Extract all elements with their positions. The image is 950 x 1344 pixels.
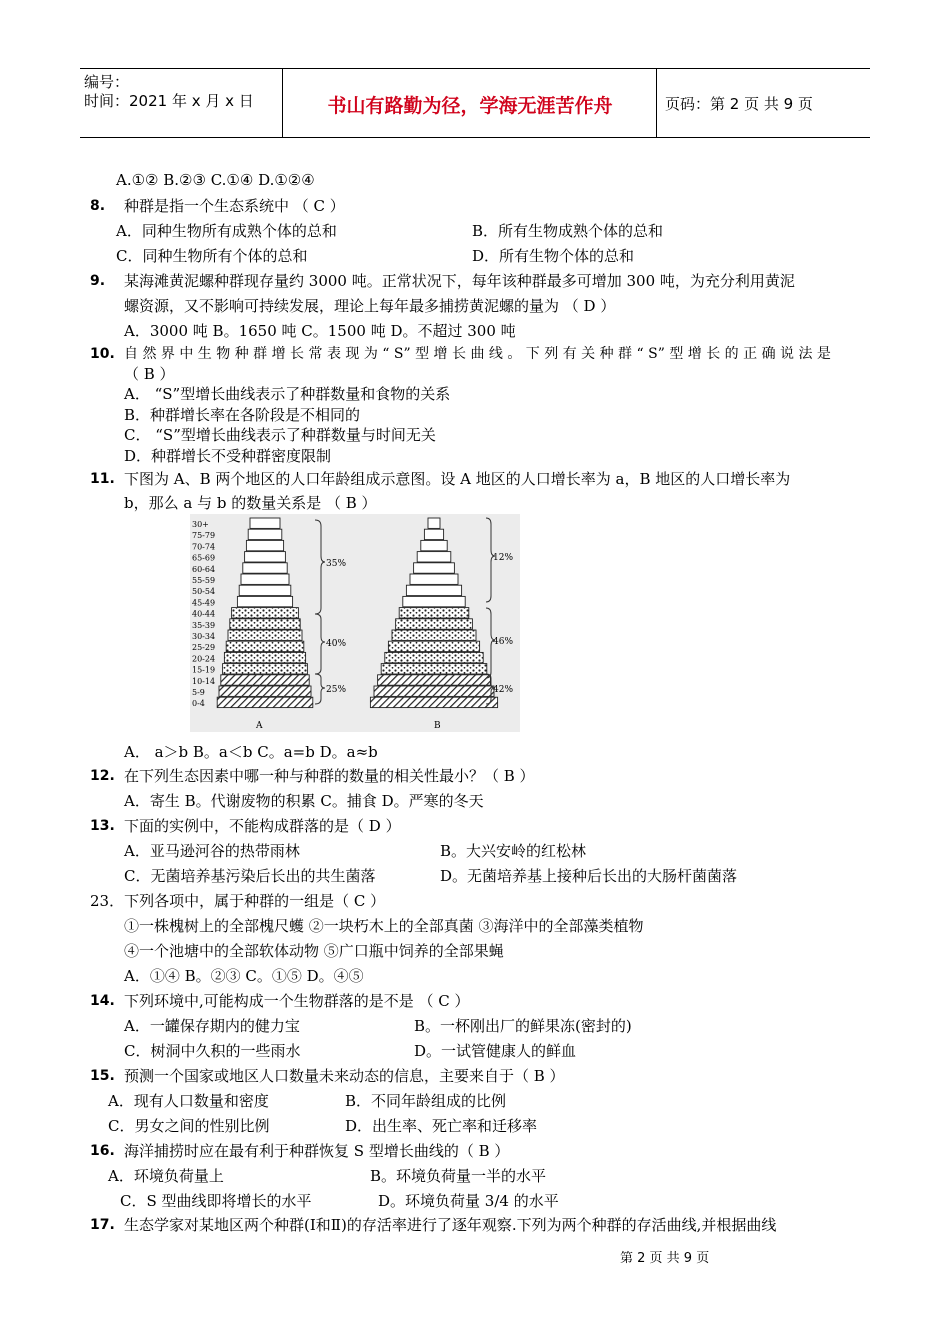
q8-stem: 种群是指一个生态系统中 （ C ） (124, 197, 345, 215)
pyramid-a-bar (232, 608, 299, 618)
pyramid-b-bar (403, 596, 465, 606)
q8-option-b: B．所有生物成熟个体的总和 (472, 222, 664, 240)
q14-option-b: B。一杯刚出厂的鲜果冻(密封的) (414, 1017, 632, 1035)
q16-stem: 海洋捕捞时应在最有利于种群恢复 S 型增长曲线的（ B ） (124, 1142, 510, 1160)
q8-option-a: A．同种生物所有成熟个体的总和 (116, 222, 337, 240)
date-label: 时间：2021 年 x 月 x 日 (84, 92, 254, 110)
pyramid-b-bar (388, 641, 479, 651)
q23-items-2: ④一个池塘中的全部软体动物 ⑤广口瓶中饲养的全部果蝇 (124, 942, 504, 960)
pyramid-a-bar (250, 518, 280, 528)
pyramid-b-bar (428, 518, 440, 528)
pyramid-b-bar (381, 664, 487, 674)
pyramid-a-bar (230, 619, 300, 629)
q14-option-c: C．树洞中久积的一些雨水 (124, 1042, 301, 1060)
age-group-label: 45-49 (192, 598, 216, 608)
age-group-label: 50-54 (192, 587, 216, 597)
b-pct-top: 12% (493, 553, 514, 563)
brace-a-middle (315, 614, 325, 674)
q8-option-c: C．同种生物所有个体的总和 (116, 247, 308, 265)
pyramid-a-bar (237, 596, 292, 606)
age-group-label: 75-79 (192, 531, 216, 541)
q10-option-d: D．种群增长不受种群密度限制 (124, 447, 332, 465)
q10-answer: （ B ） (124, 365, 175, 383)
q16-option-c: C．S 型曲线即将增长的水平 (120, 1192, 312, 1210)
q10-option-a: A． “S”型增长曲线表示了种群数量和食物的关系 (124, 385, 451, 403)
pyramid-a-bar (224, 652, 305, 662)
pyramid-b-bar (406, 585, 461, 595)
q15-option-d: D．出生率、死亡率和迁移率 (345, 1117, 538, 1135)
q10-option-c: C． “S”型增长曲线表示了种群数量与时间无关 (124, 426, 436, 444)
pyramid-a-bar (219, 686, 311, 696)
q11-stem-cont: b，那么 a 与 b 的数量关系是 （ B ） (124, 494, 377, 512)
q13-number: 13. (90, 818, 115, 834)
header-motto: 书山有路勤为径，学海无涯苦作舟 (327, 95, 613, 117)
pyramid-b-bar (370, 697, 497, 707)
pyramid-b-bar (374, 686, 494, 696)
pyramid-b-bar (399, 608, 469, 618)
q8-option-d: D．所有生物个体的总和 (472, 247, 635, 265)
age-group-label: 55-59 (192, 576, 216, 585)
age-group-label: 0-4 (192, 699, 205, 709)
a-pct-bottom: 25% (326, 685, 347, 695)
brace-a-top (315, 520, 325, 614)
pyramid-a-bar (243, 563, 287, 573)
page-footer: 第 2 页 共 9 页 (620, 1251, 710, 1266)
q23-items-1: ①一株槐树上的全部槐尺蠖 ②一块朽木上的全部真菌 ③海洋中的全部藻类植物 (124, 917, 644, 935)
pyramid-b-label: B (434, 721, 441, 731)
pyramid-b-bar (424, 529, 443, 539)
q13-stem: 下面的实例中，不能构成群落的是（ D ） (124, 817, 401, 835)
page-header (80, 68, 870, 138)
q13-option-d: D。无菌培养基上接种后长出的大肠杆菌菌落 (440, 867, 738, 885)
pyramid-a-bar (217, 697, 313, 707)
age-group-label: 30-34 (192, 632, 216, 641)
q15-option-a: A．现有人口数量和密度 (108, 1092, 269, 1110)
pyramid-b-bar (392, 630, 476, 640)
q12-number: 12. (90, 768, 115, 784)
q7-options: A.①② B.②③ C.①④ D.①②④ (116, 171, 315, 189)
q13-option-a: A．亚马逊河谷的热带雨林 (124, 842, 300, 860)
pyramid-b-bar (410, 574, 458, 584)
q13-option-c: C．无菌培养基污染后长出的共生菌落 (124, 867, 376, 885)
q13-option-b: B。大兴安岭的红松林 (440, 842, 587, 860)
a-pct-middle: 40% (326, 639, 347, 649)
pyramid-a-bar (248, 529, 282, 539)
pyramid-a-bar (223, 664, 308, 674)
q12-options: A．寄生 B。代谢废物的积累 C。捕食 D。严寒的冬天 (124, 792, 484, 810)
age-group-label: 20-24 (192, 654, 216, 664)
q15-option-b: B．不同年龄组成的比例 (345, 1092, 507, 1110)
q17-stem: 生态学家对某地区两个种群(Ⅰ和Ⅱ)的存活率进行了逐年观察.下列为两个种群的存活曲线,并根据曲线 (124, 1216, 777, 1234)
b-pct-middle: 46% (493, 637, 514, 647)
q14-option-d: D。一试管健康人的鲜血 (414, 1042, 577, 1060)
q16-option-a: A．环境负荷量上 (108, 1167, 224, 1185)
age-group-label: 10-14 (192, 676, 216, 686)
q9-stem-cont: 螺资源，又不影响可持续发展，理论上每年最多捕捞黄泥螺的量为 （ D ） (124, 297, 616, 315)
q14-option-a: A．一罐保存期内的健力宝 (124, 1017, 300, 1035)
pyramid-b-bar (385, 652, 483, 662)
pyramid-a-bar (246, 540, 283, 550)
brace-a-bottom (315, 674, 325, 704)
q10-option-b: B．种群增长率在各阶段是不相同的 (124, 406, 361, 424)
pyramid-b-bar (421, 540, 447, 550)
q10-number: 10. (90, 346, 115, 362)
header-left (84, 73, 280, 111)
header-divider (282, 69, 283, 137)
pyramid-a-label: A (256, 721, 263, 731)
pyramid-a-bar (228, 630, 302, 640)
q15-stem: 预测一个国家或地区人口数量未来动态的信息，主要来自于（ B ） (124, 1067, 565, 1085)
pyramid-b-bar (378, 675, 491, 685)
q14-number: 14. (90, 993, 115, 1009)
q9-options: A．3000 吨 B。1650 吨 C。1500 吨 D。不超过 300 吨 (124, 322, 516, 340)
code-label: 编号： (84, 73, 130, 91)
pyramid-b-bar (417, 552, 451, 562)
q23-options: A．①④ B。②③ C。①⑤ D。④⑤ (124, 967, 364, 985)
pyramid-a-bar (239, 585, 291, 595)
q8-number: 8. (90, 198, 106, 214)
age-group-label: 25-29 (192, 643, 216, 653)
q15-option-c: C．男女之间的性别比例 (108, 1117, 270, 1135)
pyramid-b-bar (396, 619, 473, 629)
q23-stem: 23．下列各项中，属于种群的一组是（ C ） (90, 892, 386, 910)
pyramid-a-bar (226, 641, 304, 651)
pyramid-a-bar (245, 552, 286, 562)
header-divider (656, 69, 657, 137)
pyramid-a-bar (221, 675, 309, 685)
q11-options: A． a＞b B。a＜b C。a=b D。a≈b (124, 743, 378, 761)
q16-number: 16. (90, 1143, 115, 1159)
q9-stem: 某海滩黄泥螺种群现存量约 3000 吨。正常状况下，每年该种群最多可增加 300 吨，为充分利用黄泥 (124, 272, 795, 290)
q11-number: 11. (90, 471, 115, 487)
b-pct-bottom: 42% (493, 685, 514, 695)
age-group-label: 65-69 (192, 553, 216, 563)
age-group-label: 5-9 (192, 688, 205, 697)
a-pct-top: 35% (326, 559, 347, 569)
q9-number: 9. (90, 273, 106, 289)
pyramid-a-bar (241, 574, 289, 584)
age-group-label: 40-44 (192, 609, 216, 619)
age-pyramid-svg (190, 514, 520, 732)
q11-stem: 下图为 A、B 两个地区的人口年龄组成示意图。设 A 地区的人口增长率为 a，B 地区的人口增长率为 (124, 470, 791, 488)
age-group-label: 60-64 (192, 564, 216, 574)
q14-stem: 下列环境中,可能构成一个生物群落的是不是 （ C ） (124, 992, 470, 1010)
age-group-label: 35-39 (192, 620, 216, 630)
header-page-info: 页码：第 2 页 共 9 页 (665, 95, 813, 113)
pyramid-b-bar (414, 563, 455, 573)
age-group-label: 70-74 (192, 542, 216, 552)
q10-stem: 自 然 界 中 生 物 种 群 增 长 常 表 现 为 “ S” 型 增 长 曲 线 。 下 列 有 关 种 群 “ S” 型 增 长 的 正 确 说 法 是 (124, 346, 831, 362)
age-group-label: 30+ (192, 520, 209, 529)
q12-stem: 在下列生态因素中哪一种与种群的数量的相关性最小？（ B ） (124, 767, 535, 785)
q16-option-b: B。环境负荷量一半的水平 (370, 1167, 547, 1185)
q16-option-d: D。环境负荷量 3/4 的水平 (378, 1192, 559, 1210)
age-group-label: 15-19 (192, 665, 216, 675)
q17-number: 17. (90, 1217, 115, 1233)
age-pyramid-figure (190, 514, 520, 732)
q15-number: 15. (90, 1068, 115, 1084)
